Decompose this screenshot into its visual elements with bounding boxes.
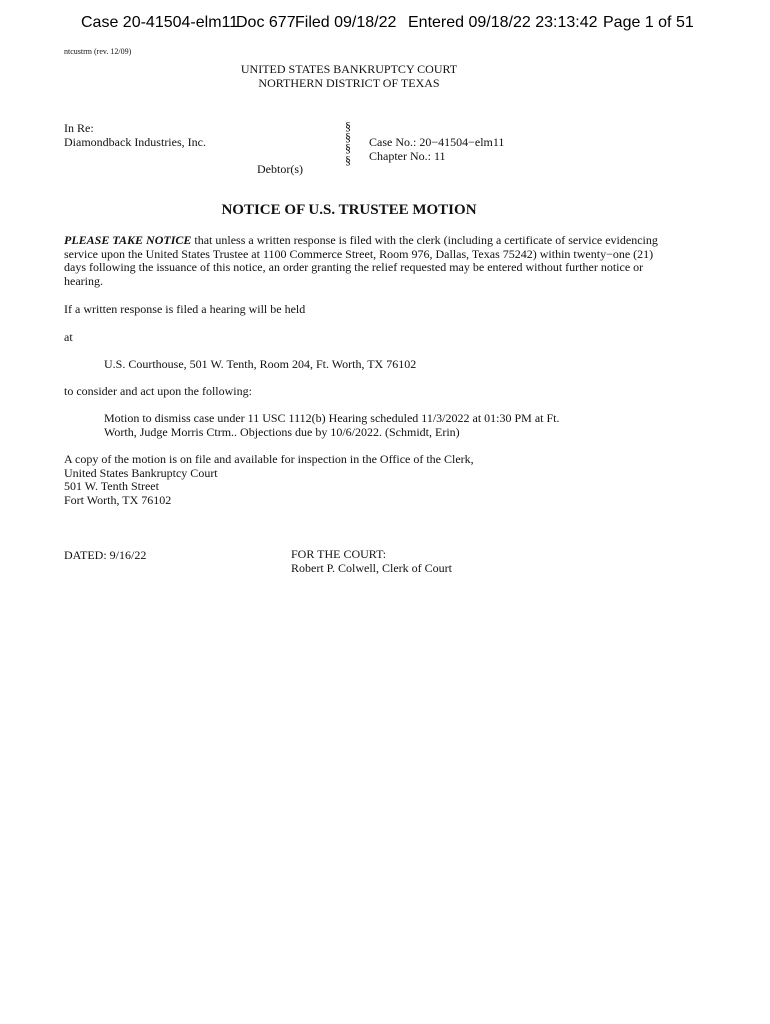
section-mark: § <box>345 119 351 133</box>
notice-title: NOTICE OF U.S. TRUSTEE MOTION <box>221 202 477 218</box>
header-doc: Doc 677 <box>236 14 296 31</box>
notice-lead: PLEASE TAKE NOTICE <box>64 233 192 247</box>
consider-intro: to consider and act upon the following: <box>64 384 252 398</box>
debtor-label: Debtor(s) <box>257 162 303 176</box>
motion-description <box>104 412 560 439</box>
copy-notice-line: United States Bankruptcy Court <box>64 465 218 480</box>
copy-notice-line: 501 W. Tenth Street <box>64 479 159 494</box>
at-label: at <box>64 330 73 344</box>
notice-paragraph <box>64 234 664 288</box>
section-mark: § <box>345 141 351 156</box>
dated: DATED: 9/16/22 <box>64 548 147 562</box>
section-mark: § <box>345 152 351 167</box>
header-case: Case 20-41504-elm11 <box>81 14 239 31</box>
signature-line: FOR THE COURT: <box>291 547 387 561</box>
section-mark: § <box>345 130 351 145</box>
notice-body: that unless a written response is filed with the clerk (including a certificate of service evidencing service upon the United States Trustee at 1100 Commerce Street, Room 976, Dallas, Texas 75242) within twenty−one (21) days following the issuance of this notice, an order granting the relief requested may be entered without further notice or hearing. <box>64 233 658 288</box>
debtor-name: Diamondback Industries, Inc. <box>64 135 206 149</box>
copy-notice-line: A copy of the motion is on file and available for inspection in the Office of the Clerk, <box>64 452 474 466</box>
in-re-label: In Re: <box>64 121 94 135</box>
chapter-number: Chapter No.: 11 <box>369 149 446 163</box>
header-page: Page 1 of 51 <box>603 14 694 31</box>
motion-line: Motion to dismiss case under 11 USC 1112(b) Hearing scheduled 11/3/2022 at 01:30 PM at Ft. <box>104 411 560 425</box>
hearing-intro: If a written response is filed a hearing will be held <box>64 302 306 316</box>
hearing-location: U.S. Courthouse, 501 W. Tenth, Room 204, Ft. Worth, TX 76102 <box>104 357 417 371</box>
court-district: NORTHERN DISTRICT OF TEXAS <box>258 76 440 90</box>
motion-line: Worth, Judge Morris Ctrm.. Objections due by 10/6/2022. (Schmidt, Erin) <box>104 424 460 439</box>
signature-line: Robert P. Colwell, Clerk of Court <box>291 560 452 575</box>
form-id: ntcustrm (rev. 12/09) <box>64 47 132 56</box>
copy-notice <box>64 453 474 507</box>
copy-notice-line: Fort Worth, TX 76102 <box>64 492 172 507</box>
case-number: Case No.: 20−41504−elm11 <box>369 135 505 149</box>
header-entered: Entered 09/18/22 23:13:42 <box>408 14 598 31</box>
section-marks <box>345 121 351 166</box>
header-filed: Filed 09/18/22 <box>295 14 397 31</box>
signature-block <box>291 548 452 575</box>
court-name: UNITED STATES BANKRUPTCY COURT <box>240 62 458 76</box>
